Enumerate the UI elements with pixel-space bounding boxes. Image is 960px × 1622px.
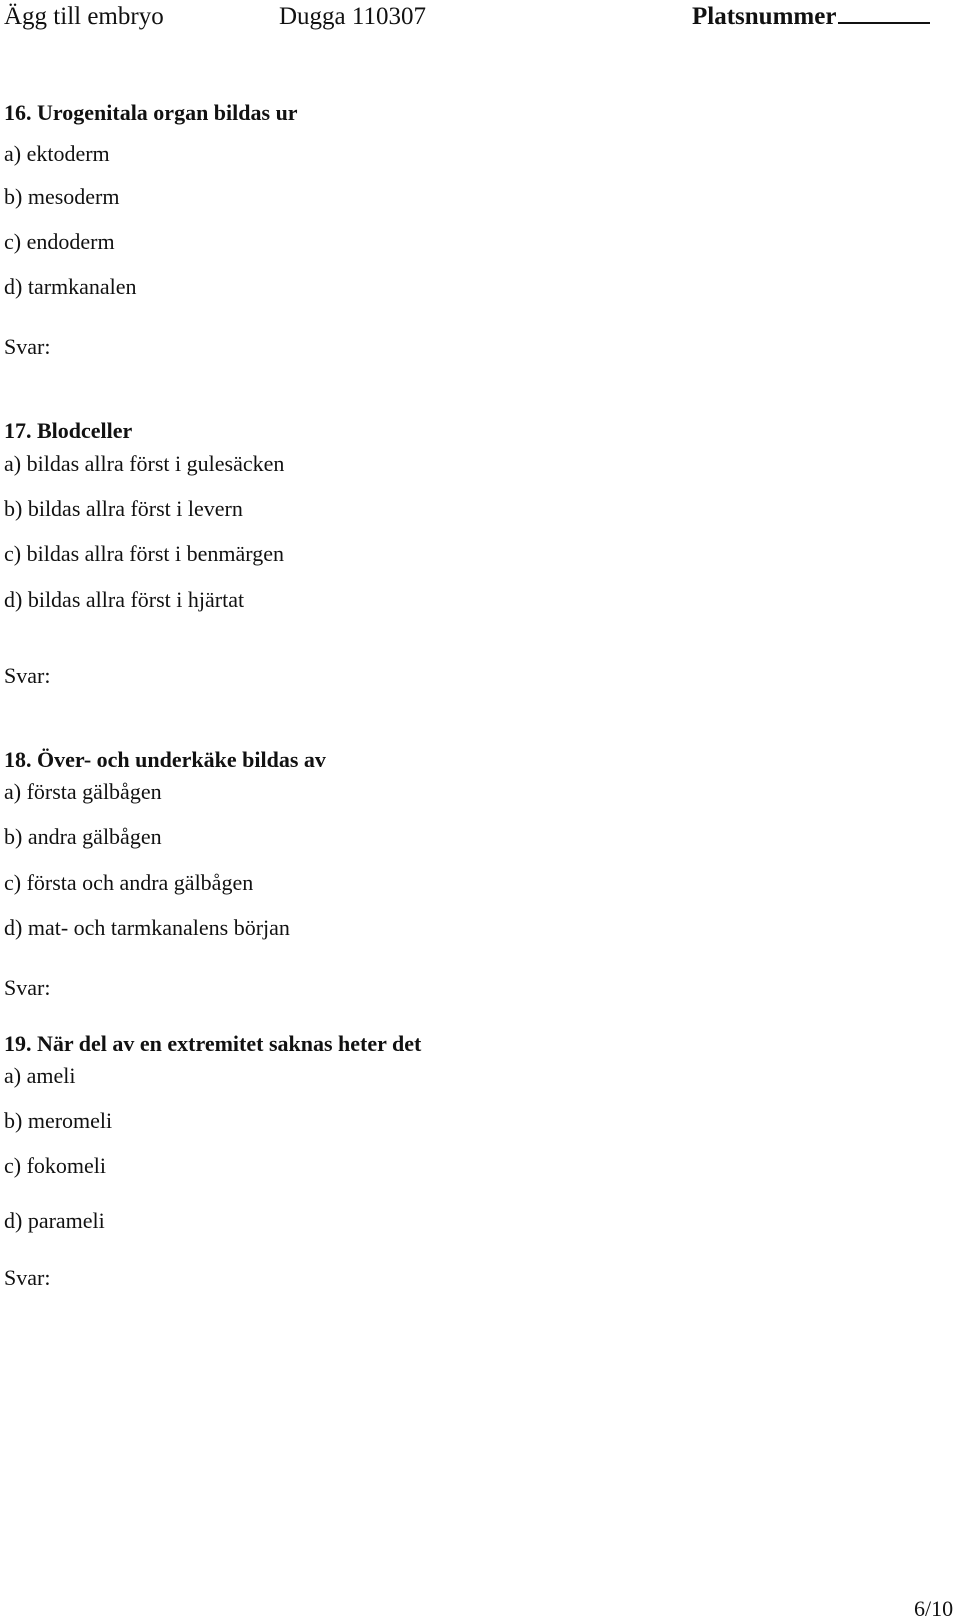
seat-number-blank[interactable] bbox=[838, 6, 930, 24]
seat-number-field bbox=[692, 0, 930, 34]
question-18-title: 18. Över- och underkäke bildas av bbox=[4, 747, 326, 772]
question-18-option-a: a) första gälbågen bbox=[4, 779, 162, 804]
question-16-option-b: b) mesoderm bbox=[4, 184, 120, 209]
question-16-option-c: c) endoderm bbox=[4, 229, 115, 254]
question-18-answer[interactable]: Svar: bbox=[4, 975, 51, 1000]
question-19-option-c: c) fokomeli bbox=[4, 1153, 107, 1178]
question-16-option-a: a) ektoderm bbox=[4, 141, 110, 166]
question-17-title: 17. Blodceller bbox=[4, 418, 133, 443]
test-title: Dugga 110307 bbox=[279, 3, 426, 30]
question-19-answer[interactable]: Svar: bbox=[4, 1265, 51, 1290]
question-18-option-d: d) mat- och tarmkanalens början bbox=[4, 915, 290, 940]
question-18-option-b: b) andra gälbågen bbox=[4, 824, 162, 849]
question-17-option-d: d) bildas allra först i hjärtat bbox=[4, 587, 245, 612]
question-17-option-a: a) bildas allra först i gulesäcken bbox=[4, 451, 285, 476]
question-16-title: 16. Urogenitala organ bildas ur bbox=[4, 100, 298, 125]
question-17-option-c: c) bildas allra först i benmärgen bbox=[4, 541, 284, 566]
question-18-option-c: c) första och andra gälbågen bbox=[4, 870, 254, 895]
course-title: Ägg till embryo bbox=[4, 3, 164, 30]
seat-number-label: Platsnummer bbox=[692, 3, 837, 30]
question-16-option-d: d) tarmkanalen bbox=[4, 274, 137, 299]
question-17-option-b: b) bildas allra först i levern bbox=[4, 496, 243, 521]
question-17-answer[interactable]: Svar: bbox=[4, 663, 51, 688]
question-19-option-d: d) parameli bbox=[4, 1208, 105, 1233]
question-19-option-a: a) ameli bbox=[4, 1063, 76, 1088]
question-16-answer[interactable]: Svar: bbox=[4, 334, 51, 359]
question-19-title: 19. När del av en extremitet saknas heter det bbox=[4, 1031, 422, 1056]
question-19-option-b: b) meromeli bbox=[4, 1108, 113, 1133]
page-number: 6/10 bbox=[914, 1596, 954, 1621]
